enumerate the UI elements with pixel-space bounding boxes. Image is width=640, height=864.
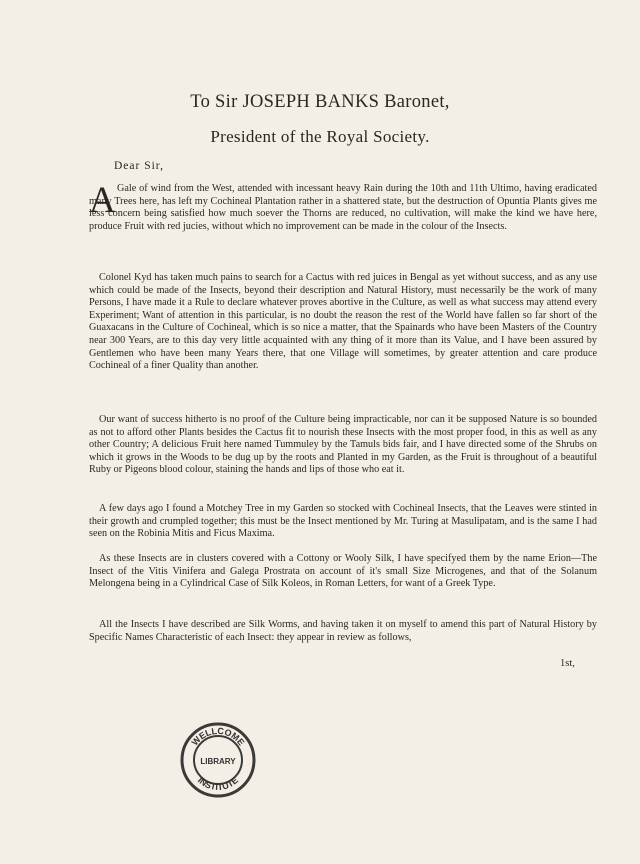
stamp-bottom-text: INSTITUTE [195,774,241,793]
drop-cap: A [89,180,116,221]
paragraph-2: Colonel Kyd has taken much pains to search for a Cactus with red juices in Bengal as yet without success, and as any use which could be made of the Insects, beyond their description and Natural History, must necessarily be the work of many Persons, I have made it a Rule to declare whatever proves abortive in the Culture, as well as what success may attend every Experiment; Want of attention in this particular, is no doubt the reason the rest of the World have fallen so far short of the Guaxacans in the Culture of Cochineal, which is so nice a matter, that the Spainards who have been Masters of the Country near 300 Years, are to this day very little acquainted with any thing of it more than its Value, and I have been assured by Gentlemen who have been many Years there, that one Village will sometimes, by greater attention and care produce Cochineal of a finer Quality than another. [89,272,597,372]
paragraph-4: A few days ago I found a Motchey Tree in my Garden so stocked with Cochineal Insects, that the Leaves were stinted in their growth and crumpled together; this must be the Insect mentioned by Mr. Turing at Masulipatam, and is the same I had seen on the Robinia Mitis and Ficus Maxima. [89,503,597,540]
catchword: 1st, [560,658,575,669]
stamp-top-text: WELLCOME [189,725,247,748]
paragraph-3: Our want of success hitherto is no proof of the Culture being impracticable, nor can it be supposed Nature is so bounded as not to afford other Plants besides the Cactus fit to nourish these Insects with the most proper food, in this as well as any other Country; A delicious Fruit here named Tummuley by the Tamuls bids fair, and I have directed some of the Shrubs on which it grows in the Woods to be dug up by the roots and Planted in my Garden, as the Fruit is throughout of a beautiful Ruby or Pigeons blood colour, staining the hands and lips of those who eat it. [89,414,597,476]
stamp-middle-text: LIBRARY [200,757,236,766]
paragraph-5: As these Insects are in clusters covered with a Cottony or Wooly Silk, I have specifyed them by the name Erion—The Insect of the Vitis Vinifera and Galega Prostrata on account of it's small Size Microgenes, and that of the Solanum Melongena being in a Cylindrical Case of Silk Koleos, in Roman Letters, for want of a Greek Type. [89,553,597,590]
dedication-subtitle: President of the Royal Society. [210,127,430,146]
paragraph-6: All the Insects I have described are Silk Worms, and having taken it on myself to amend this part of Natural History by Specific Names Characteristic of each Insect: they appear in review as follows, [89,619,597,643]
paragraph-1: Gale of wind from the West, attended with incessant heavy Rain during the 10th and 11th Ultimo, having eradicated many Trees here, has left my Cochineal Plantation rather in a shattered state, but the destruction of Opuntia Plants gives me less concern being satisfied how much soever the Thorns are reduced, no cultivation, will make the kind we have here, produce Fruit with red jucies, without which no improvement can be made in the colour of the Insects. [89,183,597,232]
dedication-title: To Sir JOSEPH BANKS Baronet, [190,92,450,112]
salutation: Dear Sir, [114,160,165,172]
library-stamp [178,720,258,800]
